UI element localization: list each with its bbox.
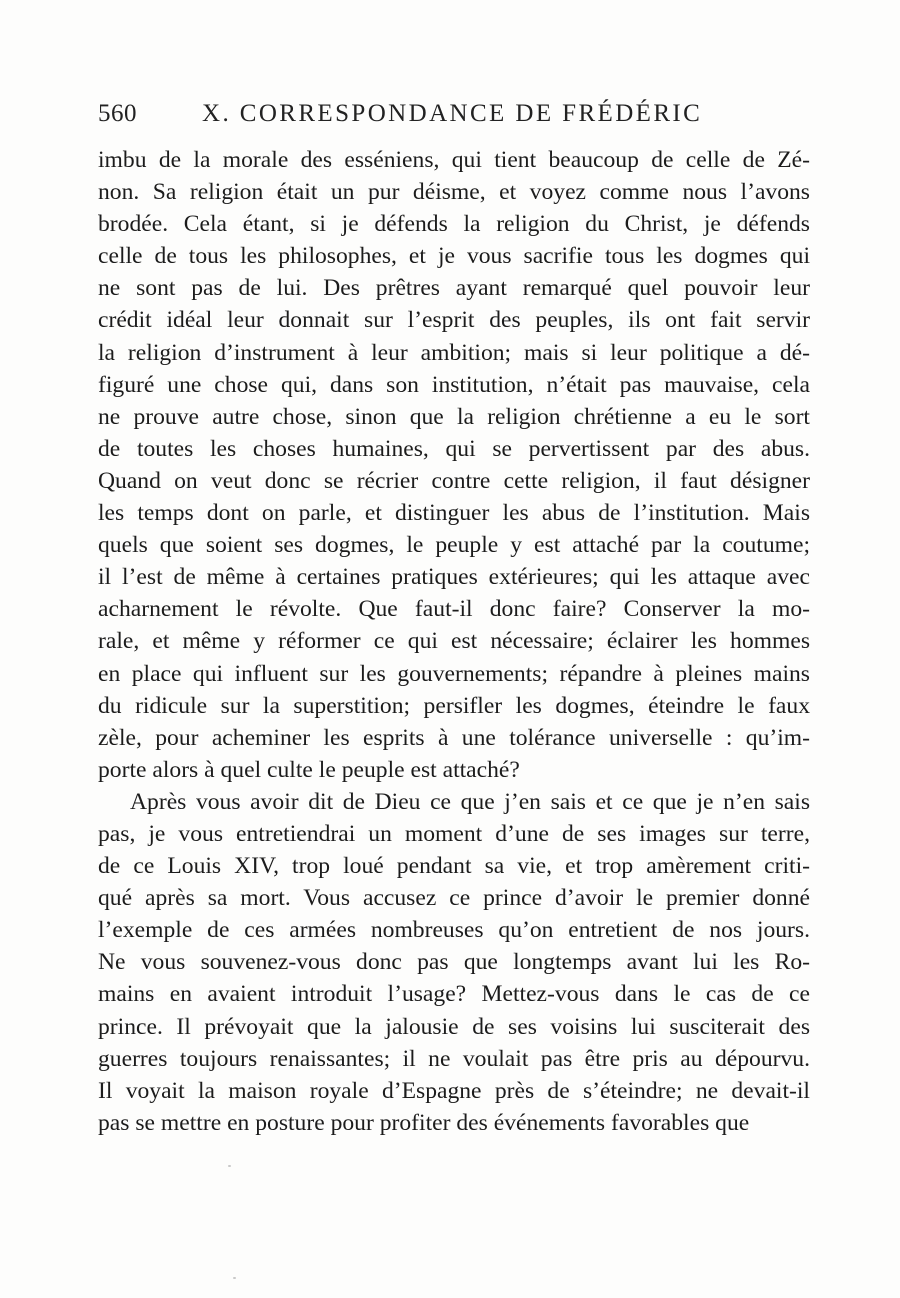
page-number: 560 (98, 100, 137, 127)
running-head (98, 100, 808, 136)
text-line: figuré une chose qui, dans son institution, n’était pas mauvaise, cela (98, 371, 810, 398)
text-line: guerres toujours renaissantes; il ne voulait pas être pris au dépourvu. (98, 1045, 810, 1072)
text-line: de ce Louis XIV, trop loué pendant sa vie, et trop amèrement criti- (98, 853, 810, 880)
text-line: qué après sa mort. Vous accusez ce prince d’avoir le premier donné (98, 885, 810, 912)
text-line: prince. Il prévoyait que la jalousie de ses voisins lui susciterait des (98, 1013, 810, 1040)
text-line: brodée. Cela étant, si je défends la religion du Christ, je défends (98, 211, 810, 238)
text-line: ne prouve autre chose, sinon que la religion chrétienne a eu le sort (98, 403, 810, 430)
text-line: l’exemple de ces armées nombreuses qu’on entretient de nos jours. (98, 917, 810, 944)
text-line: Il voyait la maison royale d’Espagne près de s’éteindre; ne devait-il (98, 1077, 810, 1104)
paragraph (98, 786, 810, 1139)
text-line: zèle, pour acheminer les esprits à une tolérance universelle : qu’im- (98, 724, 810, 751)
paper-speck (233, 1277, 236, 1279)
text-line: Ne vous souvenez-vous donc pas que longtemps avant lui les Ro- (98, 949, 810, 976)
text-line: de toutes les choses humaines, qui se pervertissent par des abus. (98, 435, 810, 462)
text-line: porte alors à quel culte le peuple est attaché? (98, 756, 520, 783)
text-line: acharnement le révolte. Que faut-il donc faire? Conserver la mo- (98, 596, 810, 623)
text-line: du ridicule sur la superstition; persifler les dogmes, éteindre le faux (98, 692, 810, 719)
text-line: celle de tous les philosophes, et je vous sacrifie tous les dogmes qui (98, 243, 810, 270)
text-line: Quand on veut donc se récrier contre cette religion, il faut désigner (98, 467, 810, 494)
text-line: crédit idéal leur donnait sur l’esprit des peuples, ils ont fait servir (98, 307, 810, 334)
text-line: quels que soient ses dogmes, le peuple y est attaché par la coutume; (98, 532, 810, 559)
text-line: rale, et même y réformer ce qui est nécessaire; éclairer les hommes (98, 628, 810, 655)
running-title: X. CORRESPONDANCE DE FRÉDÉRIC (202, 100, 703, 127)
text-line: il l’est de même à certaines pratiques extérieures; qui les attaque avec (98, 564, 810, 591)
text-line: mains en avaient introduit l’usage? Mettez-vous dans le cas de ce (98, 981, 810, 1008)
text-line: non. Sa religion était un pur déisme, et voyez comme nous l’avons (98, 179, 810, 206)
paper-speck (228, 1165, 231, 1167)
text-line: Après vous avoir dit de Dieu ce que j’en sais et ce que je n’en sais (130, 788, 810, 815)
text-line: pas se mettre en posture pour profiter des événements favorables que (98, 1109, 750, 1136)
body-text (98, 144, 810, 1139)
text-line: en place qui influent sur les gouvernements; répandre à pleines mains (98, 660, 810, 687)
text-line: ne sont pas de lui. Des prêtres ayant remarqué quel pouvoir leur (98, 275, 810, 302)
paragraph (98, 144, 810, 786)
text-line: imbu de la morale des esséniens, qui tient beaucoup de celle de Zé- (98, 147, 810, 173)
text-line: les temps dont on parle, et distinguer les abus de l’institution. Mais (98, 500, 810, 527)
text-line: la religion d’instrument à leur ambition; mais si leur politique a dé- (98, 339, 810, 366)
text-line: pas, je vous entretiendrai un moment d’une de ses images sur terre, (98, 820, 810, 847)
